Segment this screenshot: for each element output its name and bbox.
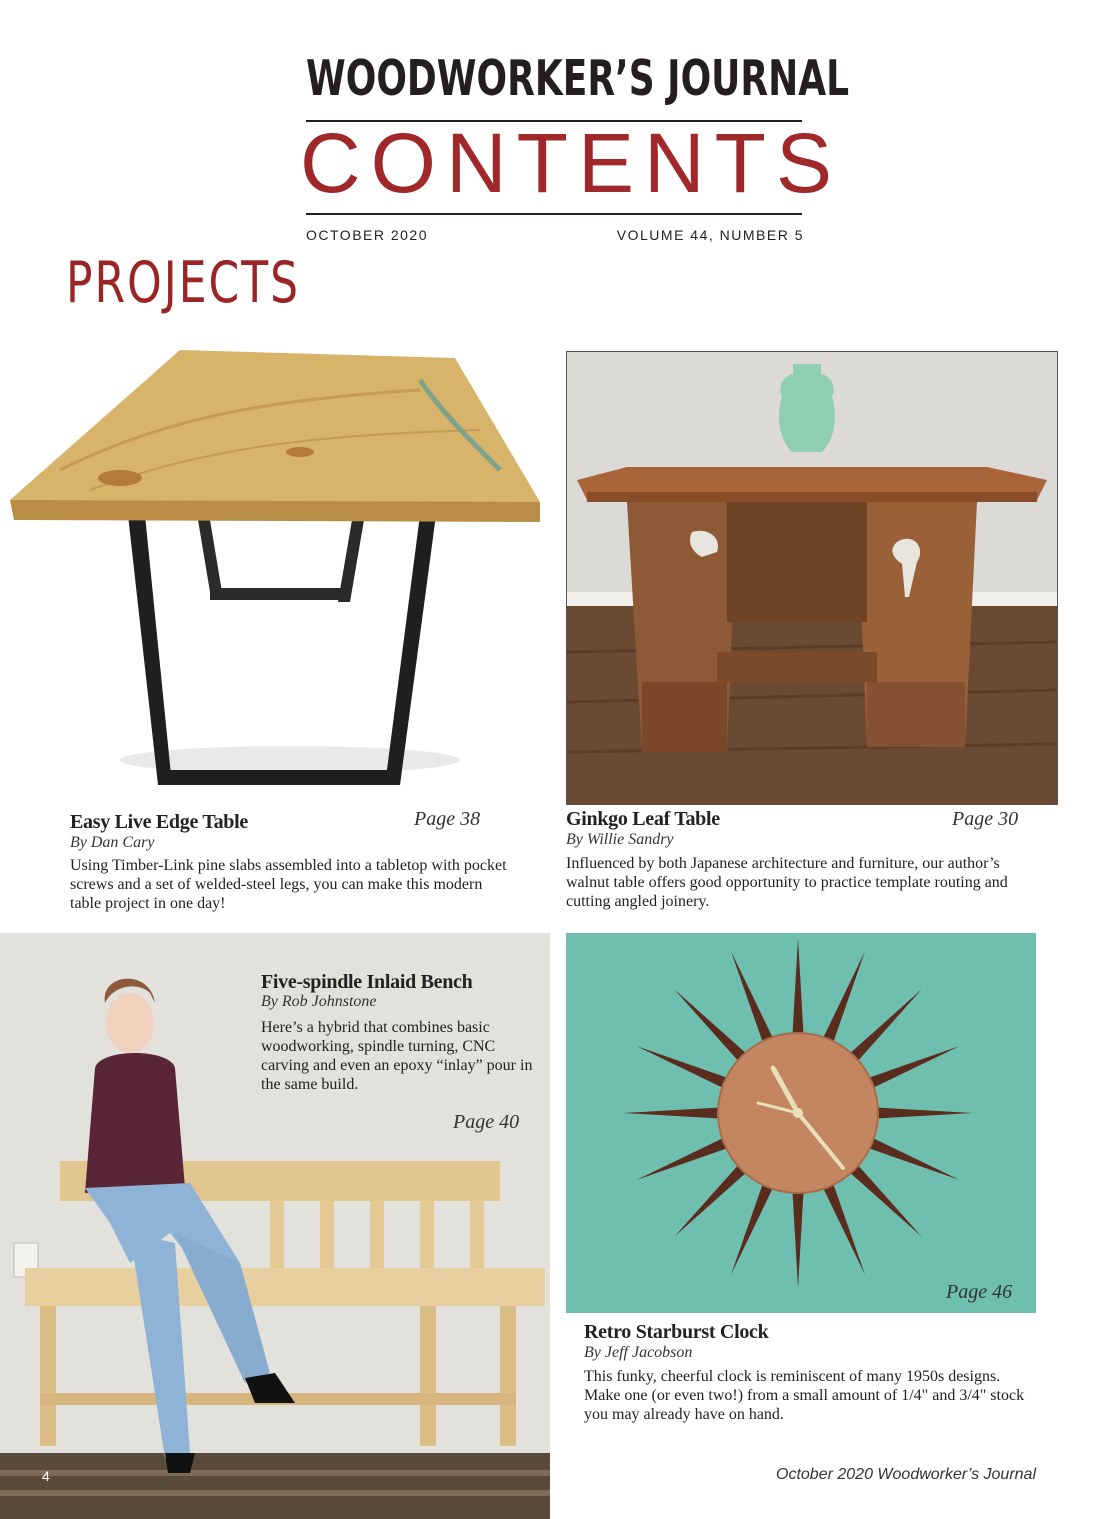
article-description: Using Timber-Link pine slabs assembled into a tabletop with pocket screws and a set of welded-steel legs, you can make this modern table project in one day! — [70, 857, 507, 912]
article-author: By Jeff Jacobson — [584, 1344, 693, 1361]
running-footer: October 2020 Woodworker’s Journal — [776, 1466, 1036, 1483]
page-reference: Page 46 — [946, 1281, 1013, 1303]
article-description: Influenced by both Japanese architecture and furniture, our author’s walnut table offers good opportunity to practice template routing and cutting angled joinery. — [566, 855, 1008, 910]
article-description: Here’s a hybrid that combines basic woodworking, spindle turning, CNC carving and even an epoxy “inlay” pour in the same build. — [261, 1019, 533, 1093]
volume-number: VOLUME 44, NUMBER 5 — [616, 227, 804, 243]
starburst-clock-photo — [566, 933, 1036, 1313]
page-reference: Page 30 — [952, 808, 1019, 830]
article-title: Retro Starburst Clock — [584, 1321, 769, 1343]
article-title: Five-spindle Inlaid Bench — [261, 971, 473, 993]
masthead-logo: WOODWORKER’S JOURNAL — [306, 52, 850, 108]
article-author: By Dan Cary — [70, 834, 155, 851]
article-author: By Rob Johnstone — [261, 993, 377, 1010]
issue-date: OCTOBER 2020 — [306, 227, 429, 243]
article-author: By Willie Sandry — [566, 831, 674, 848]
section-title-projects: PROJECTS — [66, 250, 301, 317]
page-number: 4 — [42, 1468, 50, 1484]
article-title: Easy Live Edge Table — [70, 811, 248, 833]
article-title: Ginkgo Leaf Table — [566, 808, 720, 830]
article-description: This funky, cheerful clock is reminiscent of many 1950s designs. Make one (or even two!) from a small amount of 1/4" and 3/4" stock you may already have on hand. — [584, 1368, 1025, 1423]
ginkgo-table-photo — [566, 351, 1058, 805]
masthead-rule-bottom — [306, 213, 802, 215]
contents-title: CONTENTS — [300, 116, 842, 210]
page-reference: Page 38 — [414, 808, 481, 830]
page-reference: Page 40 — [453, 1111, 520, 1133]
live-edge-table-photo — [0, 340, 550, 800]
